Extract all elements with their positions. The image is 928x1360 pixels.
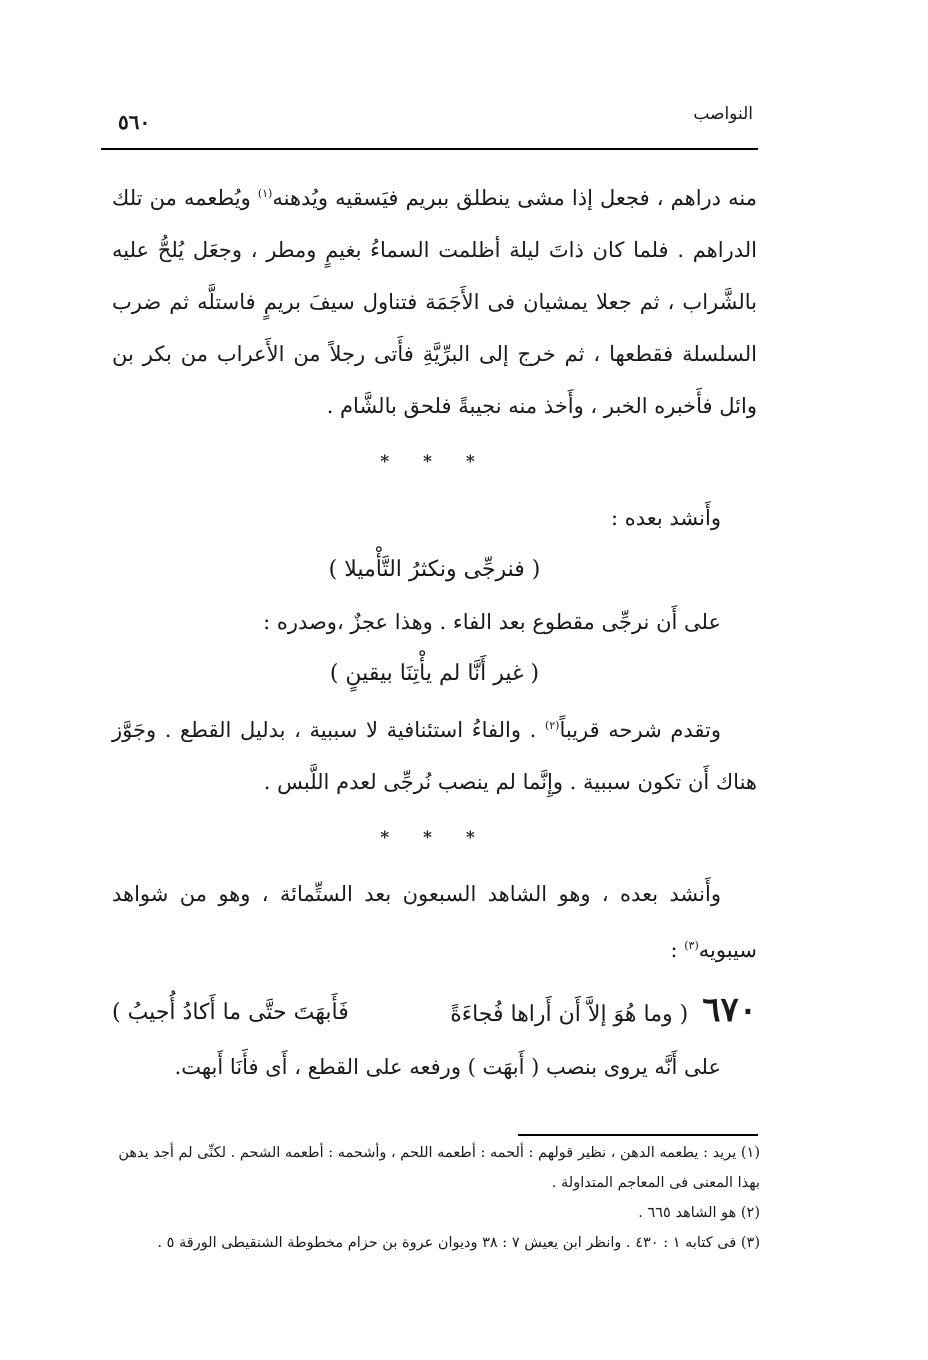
section-separator: * * *: [380, 452, 489, 472]
page-header: [118, 100, 753, 140]
footnote: (١) يريد : يطعمه الدهن ، نظير قولهم : ألحمه : أطعمه اللحم ، وأشحمه : أطعمه الشحم . لكنِّى لم أجد يدهن بهذا المعنى فى المعاجم المتداولة .: [118, 1145, 760, 1191]
page-number: ٥٦٠: [118, 110, 151, 134]
running-title: النواصب: [693, 104, 753, 124]
footnote-ref: (٣): [684, 939, 699, 952]
verse-quote: ( غير أَنَّا لم يأْتِنَا بيقينٍ ): [329, 661, 540, 686]
footnote-divider: [518, 1134, 758, 1136]
section-separator: * * *: [380, 828, 489, 848]
footnote-ref: (١): [257, 187, 273, 200]
header-divider: [101, 148, 758, 150]
paragraph: منه دراهم ، فجعل إذا مشى ينطلق ببريم فيَسقيه ويُدهنه$^{(١)}$ ويُطعمه من تلك الدراهم . فلما كان ذاتَ ليلة أظلمت السماءُ بغيمٍ ومطر ، وجعَل يُلحُّ عليه بالشَّراب ، ثم جعلا يمشيان فى الأَجَمَة فتناول سيفَ بريمٍ فاستلَّه ثم ضرب السلسلة فقطعها ، ثم خرج إلى البرِّيَّةِ فأَتى رجلاً من الأَعراب من بكر بن وائل فأَخبره الخبر ، وأَخذ منه نجيبةً فلحق بالشَّام .: [112, 186, 757, 418]
paragraph: وأَنشد بعده ، وهو الشاهد السبعون بعد الستِّمائة ، وهو من شواهد سيبويه$^{(٣)}$ :: [112, 882, 757, 962]
paragraph: وأَنشد بعده :: [610, 506, 721, 530]
paragraph: وتقدم شرحه قريباً$^{(٢)}$ . والفاءُ استئنافية لا سببية ، بدليل القطع . وجَوَّز هناك أَن تكون سببية . وإِنَّما لم ينصب نُرجِّى لعدم اللَّبس .: [112, 718, 757, 794]
footnote-ref: (٢): [544, 719, 560, 732]
verse-first-hemistich: ( وما هُوَ إلاَّ أَن أَراها فُجاءَةً: [450, 1002, 689, 1027]
footnote: (٣) فى كتابه ١ : ٤٣٠ . وانظر ابن يعيش ٧ : ٣٨ وديوان عروة بن حزام مخطوطة الشنقيطى الورقة ٥ .: [157, 1235, 760, 1251]
paragraph: على أَنَّه يروى بنصب ( أَبهَت ) ورفعه على القطع ، أَى فأَنَا أَبهت.: [174, 1055, 721, 1079]
numbered-verse: [112, 984, 757, 1041]
verse-second-hemistich: فَأَبهَتَ حتَّى ما أَكادُ أُجيبُ ): [112, 999, 349, 1025]
verse-number: ٦٧٠: [702, 990, 757, 1030]
main-text: [112, 168, 757, 1093]
footnote: (٢) هو الشاهد ٦٦٥ .: [638, 1205, 760, 1221]
paragraph: على أَن نرجِّى مقطوع بعد الفاء . وهذا عجزٌ ،وصدره :: [263, 610, 721, 634]
footnotes: [104, 1138, 760, 1258]
verse-quote: ( فنرجِّى ونكثرُ التَّأْميلا ): [328, 557, 541, 582]
